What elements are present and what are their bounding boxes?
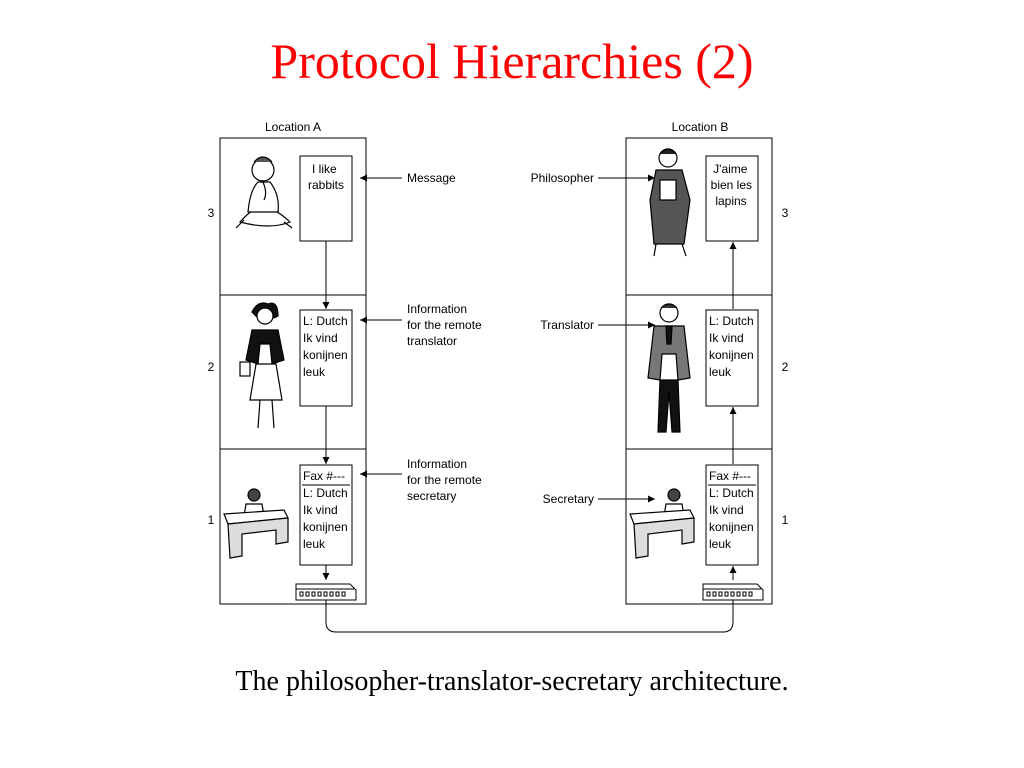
- physical-link: [326, 598, 733, 632]
- layer-number-1-right: 1: [781, 513, 789, 527]
- message-label: Message: [407, 171, 456, 185]
- location-a-label: Location A: [264, 120, 322, 134]
- secretary-at-desk-icon: [224, 489, 288, 558]
- doc-b3-line: bien les: [710, 178, 753, 192]
- doc-b1-line: Ik vind: [709, 503, 744, 517]
- doc-a1-line: Fax #---: [303, 469, 345, 483]
- doc-a2-line: konijnen: [303, 348, 348, 362]
- info-translator-label: Information for the remote translator: [407, 302, 482, 348]
- monk-philosopher-icon: [650, 149, 690, 256]
- info-secretary-label: Information for the remote secretary: [407, 457, 482, 503]
- translator-man-icon: [648, 304, 690, 432]
- doc-a3-line: I like: [311, 162, 337, 176]
- doc-a1-line: konijnen: [303, 520, 348, 534]
- location-b-label: Location B: [671, 120, 729, 134]
- translator-label: Translator: [540, 318, 594, 332]
- doc-b1-line: konijnen: [709, 520, 754, 534]
- doc-b2-line: L: Dutch: [709, 314, 754, 328]
- doc-a2-line: leuk: [303, 365, 326, 379]
- translator-woman-icon: [240, 303, 284, 428]
- doc-a2-line: Ik vind: [303, 331, 338, 345]
- doc-b1-line: leuk: [709, 537, 732, 551]
- layer-number-2-left: 2: [207, 360, 215, 374]
- doc-a3-line: rabbits: [307, 178, 345, 192]
- doc-b2-line: leuk: [709, 365, 732, 379]
- doc-b2-line: Ik vind: [709, 331, 744, 345]
- layer-number-3-right: 3: [781, 206, 789, 220]
- layer-number-2-right: 2: [781, 360, 789, 374]
- doc-a1-line: leuk: [303, 537, 326, 551]
- meditating-philosopher-icon: [236, 157, 292, 228]
- modem-icon: [296, 584, 356, 600]
- layer-number-3-left: 3: [207, 206, 215, 220]
- doc-b3-line: J'aime: [713, 162, 748, 176]
- doc-a2-line: L: Dutch: [303, 314, 348, 328]
- slide-title: Protocol Hierarchies (2): [270, 33, 754, 89]
- secretary-label: Secretary: [542, 492, 594, 506]
- doc-b1-line: L: Dutch: [709, 486, 754, 500]
- doc-a1-line: L: Dutch: [303, 486, 348, 500]
- modem-icon: [703, 584, 763, 600]
- doc-b2-line: konijnen: [709, 348, 754, 362]
- slide-caption: The philosopher-translator-secretary architecture.: [235, 666, 789, 697]
- layer-number-1-left: 1: [207, 513, 215, 527]
- philosopher-label: Philosopher: [530, 171, 594, 185]
- doc-a1-line: Ik vind: [303, 503, 338, 517]
- doc-b3-line: lapins: [715, 194, 747, 208]
- doc-b1-line: Fax #---: [709, 469, 751, 483]
